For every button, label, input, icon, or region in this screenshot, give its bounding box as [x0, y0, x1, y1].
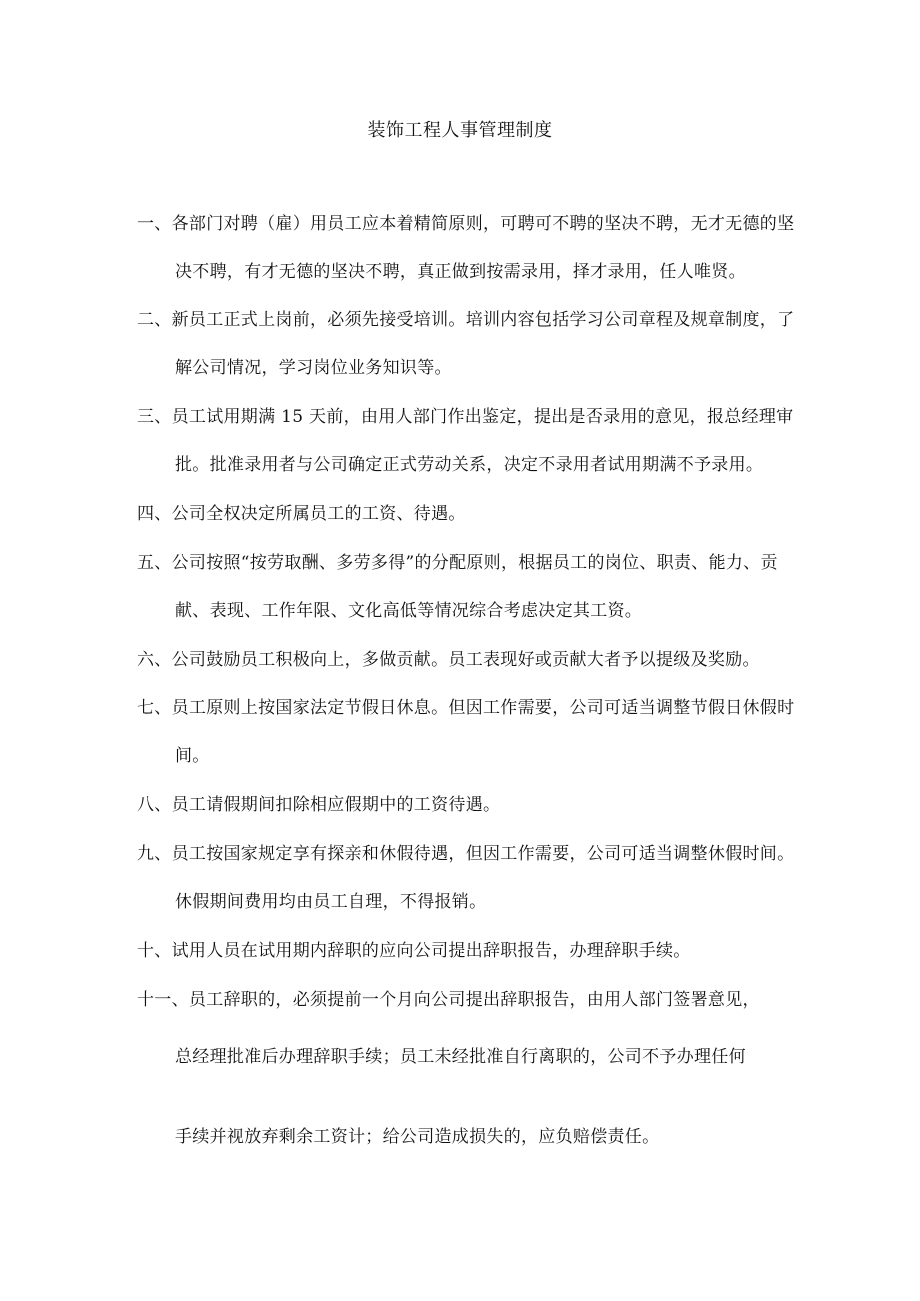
- clause-9-line-1: 九、员工按国家规定享有探亲和休假待遇，但因工作需要，公司可适当调整休假时间。: [137, 844, 795, 864]
- clause-9-line-2: 休假期间费用均由员工自理，不得报销。: [175, 892, 487, 912]
- clause-4-line-1: 四、公司全权决定所属员工的工资、待遇。: [137, 504, 466, 524]
- clause-5-line-2: 献、表现、工作年限、文化高低等情况综合考虑决定其工资。: [175, 601, 643, 621]
- clause-2-line-1: 二、新员工正式上岗前，必须先接受培训。培训内容包括学习公司章程及规章制度，了: [137, 310, 795, 330]
- document-title: 装饰工程人事管理制度: [367, 120, 553, 141]
- clause-10-line-1: 十、试用人员在试用期内辞职的应向公司提出辞职报告，办理辞职手续。: [137, 941, 691, 961]
- clause-6-line-1: 六、公司鼓励员工积极向上，多做贡献。员工表现好或贡献大者予以提级及奖励。: [137, 650, 760, 670]
- clause-11-line-3: 手续并视放弃剩余工资计；给公司造成损失的，应负赔偿责任。: [175, 1127, 660, 1147]
- clause-7-line-1: 七、员工原则上按国家法定节假日休息。但因工作需要，公司可适当调整节假日休假时: [137, 698, 795, 718]
- clause-1-line-2: 决不聘，有才无德的坚决不聘，真正做到按需录用，择才录用，任人唯贤。: [175, 262, 746, 282]
- clause-11-line-1: 十一、员工辞职的，必须提前一个月向公司提出辞职报告，由用人部门签署意见，: [137, 990, 760, 1010]
- clause-11-line-2: 总经理批准后办理辞职手续；员工未经批准自行离职的，公司不予办理任何: [175, 1047, 746, 1067]
- clause-2-line-2: 解公司情况，学习岗位业务知识等。: [175, 358, 452, 378]
- clause-1-line-1: 一、各部门对聘（雇）用员工应本着精简原则，可聘可不聘的坚决不聘，无才无德的坚: [137, 214, 795, 234]
- clause-5-line-1: 五、公司按照“按劳取酬、多劳多得”的分配原则，根据员工的岗位、职责、能力、贡: [137, 553, 778, 573]
- clause-7-line-2: 间。: [175, 746, 210, 766]
- clause-8-line-1: 八、员工请假期间扣除相应假期中的工资待遇。: [137, 795, 501, 815]
- clause-3-line-2: 批。批准录用者与公司确定正式劳动关系，决定不录用者试用期满不予录用。: [175, 455, 764, 475]
- clause-3-line-1: 三、员工试用期满 15 天前，由用人部门作出鉴定，提出是否录用的意见，报总经理审: [137, 407, 794, 427]
